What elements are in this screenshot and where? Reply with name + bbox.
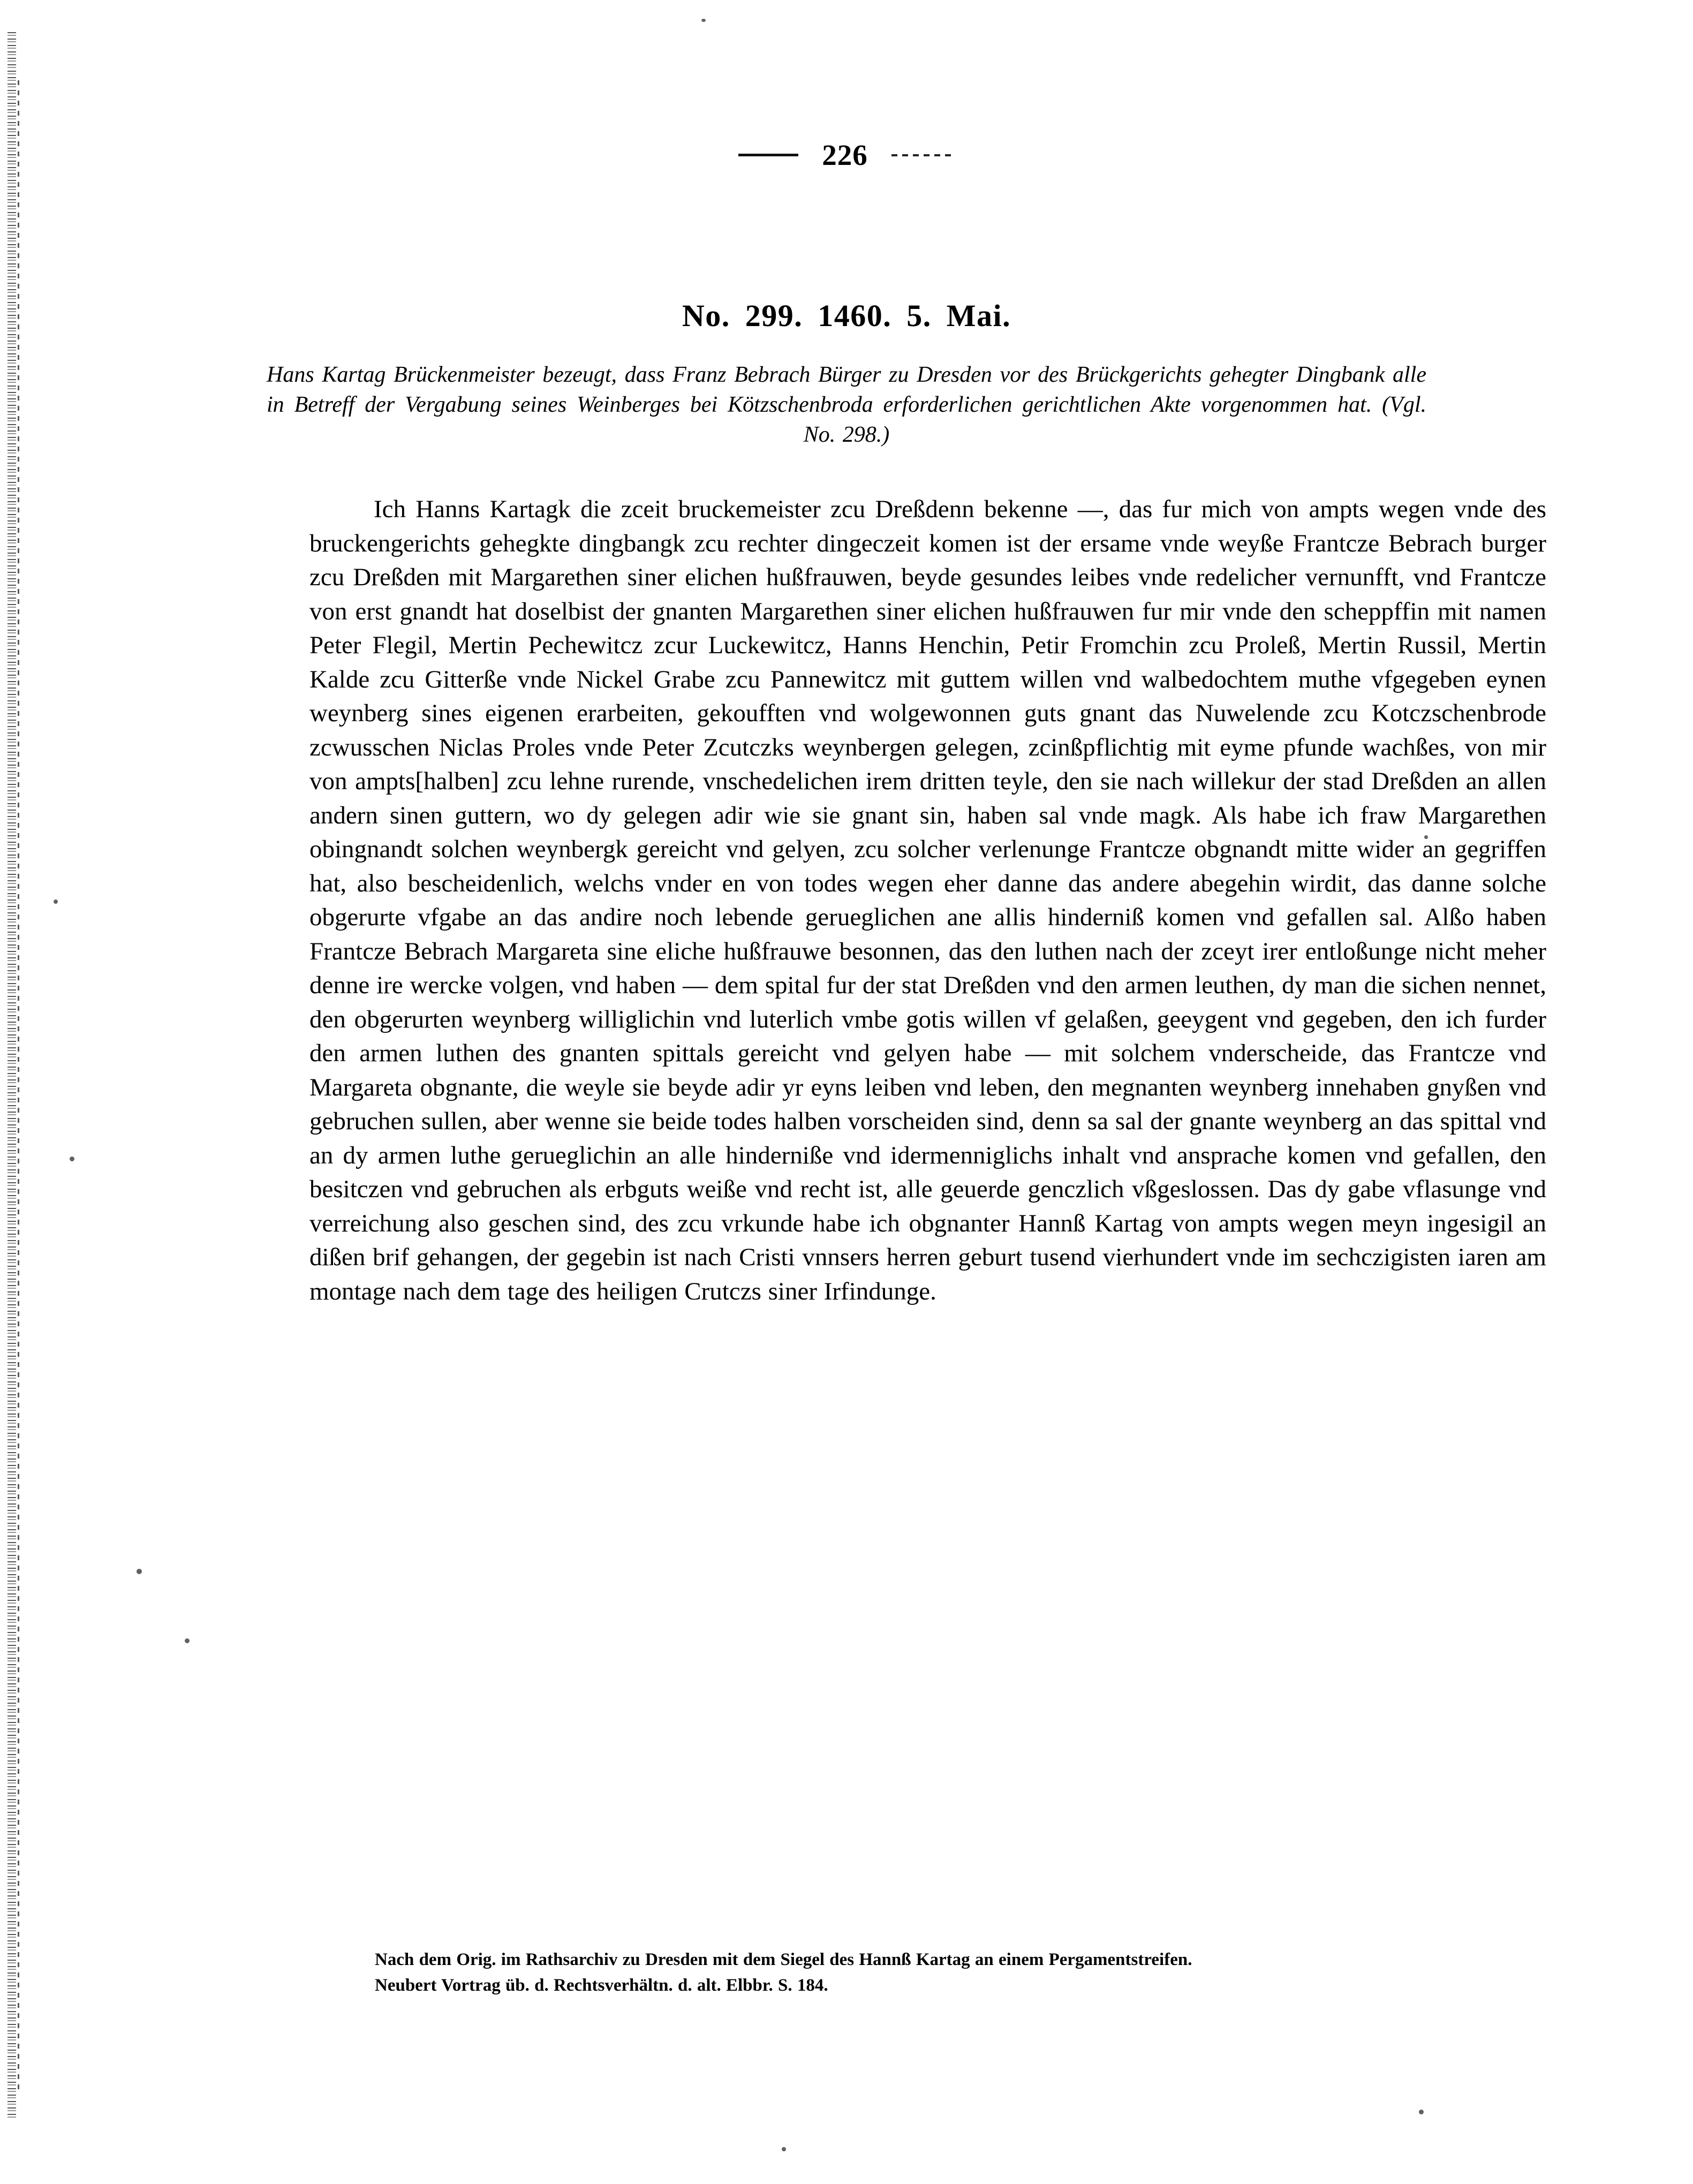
scan-speck [701, 19, 706, 22]
page-number: 226 [822, 139, 868, 171]
document-body: Ich Hanns Kartagk die zceit bruckemeister zcu Dreßdenn bekenne —, das fur mich von ampts wegen vnde des bruckengerichts gehegkte dingbangk zcu rechter dingeczeit komen ist der ersame vnde weyße Frantcze Bebrach burger zcu Dreßden mit Margarethen siner elichen hußfrauwen, beyde gesundes leibes vnde redelicher vernunfft, vnd Frantcze von erst gnandt hat doselbist der gnanten Margarethen siner elichen hußfrauwen fur mir vnde den scheppffin mit namen Peter Flegil, Mertin Pechewitcz zcur Luckewitcz, Hanns Henchin, Petir Fromchin zcu Proleß, Mertin Russil, Mertin Kalde zcu Gitterße vnde Nickel Grabe zcu Pannewitcz mit guttem willen vnd walbedochtem muthe vfgegeben eynen weynberg sines eigenen erarbeiten, gekoufften vnd wolgewonnen guts gnant das Nuwelende zcu Kotczschenbrode zcwusschen Niclas Proles vnde Peter Zcutczks weynbergen gelegen, zcinßpflichtig mit eyme pfunde wachßes, von mir von ampts[halben] zcu lehne rurende, vnschedelichen irem dritten teyle, den sie nach willekur der stad Dreßden an allen andern sinen guttern, wo dy gelegen adir wie sie gnant sin, haben sal vnde magk. Als habe ich fraw Margarethen obingnandt solchen weynbergk gereicht vnd gelyen, zcu solcher verlenunge Frantcze obgnandt mitte wider an gegriffen hat, also bescheidenlich, welchs vnder en von todes wegen eher danne das andere abegehin wirdit, das danne solche obgerurte vfgabe an das andire noch lebende gerueglichen ane allis hinderniß komen vnd gefallen sal. Alßo haben Frantcze Bebrach Margareta sine eliche hußfrauwe besonnen, das den luthen nach der zceyt irer entloßunge nicht meher denne ire wercke volgen, vnd haben — dem spital fur der stat Dreßden vnd den armen leuthen, dy man die sichen nennet, den obgerurten weynberg williglichin vnd luterlich vmbe gotis willen vf gelaßen, geeygent vnd gegeben, den ich furder den armen luthen des gnanten spittals gereicht vnd gelyen habe — mit solchem vnderscheide, das Frantcze vnd Margareta obgnante, die weyle sie beyde adir yr eyns leiben vnd leben, den megnanten weynberg innehaben gnyßen vnd gebruchen sullen, aber wenne sie beide todes halben vorscheiden sind, denn sa sal der gnante weynberg an das spittal vnd an dy armen luthe gerueglichin an alle hinderniße vnd idermenniglichs inhalt vnd ansprache komen vnd gefallen, den besitczen vnd gebruchen als erbguts weiße vnd recht ist, alle geuerde genczlich vßgeslossen. Das dy gabe vflasunge vnd verreichung also geschen sind, des zcu vrkunde habe ich obgnanter Hannß Kartag von ampts wegen meyn ingesigil an dißen brif gehangen, der gegebin ist nach Cristi vnnsers herren geburt tusend vierhundert vnde im sechczigisten iaren am montage nach dem tage des heiligen Crutczs siner Irfindunge. [309, 495, 1546, 1305]
head-rule-right-icon [891, 154, 955, 156]
source-note-line-1: Nach dem Orig. im Rathsarchiv zu Dresden mit dem Siegel des Hannß Kartag an einem Pergamentstreifen. [375, 1950, 1192, 1969]
document-heading: No. 299. 1460. 5. Mai. [682, 298, 1011, 333]
scan-speck [1419, 2110, 1424, 2114]
scan-edge-line-artifact [18, 80, 19, 2094]
scan-speck [54, 900, 58, 904]
head-rule-left-icon [738, 154, 798, 156]
source-note-line-2: Neubert Vortrag üb. d. Rechtsverhältn. d. alt. Elbbr. S. 184. [375, 1976, 828, 1995]
source-note [375, 1947, 1488, 1998]
scan-speck [70, 1157, 74, 1161]
scan-speck [185, 1638, 190, 1643]
running-head [0, 140, 1693, 170]
scan-speck [782, 2147, 786, 2151]
document-regest: Hans Kartag Brückenmeister bezeugt, dass Franz Bebrach Bürger zu Dresden vor des Brückgerichts gehegter Dingbank alle in Betreff der Vergabung seines Weinberges bei Kötzschenbroda erforderlichen gerichtlichen Akte vorgenommen hat. (Vgl. No. 298.) [267, 362, 1426, 447]
scan-binding-artifact [7, 32, 16, 2120]
scan-speck [137, 1569, 142, 1574]
